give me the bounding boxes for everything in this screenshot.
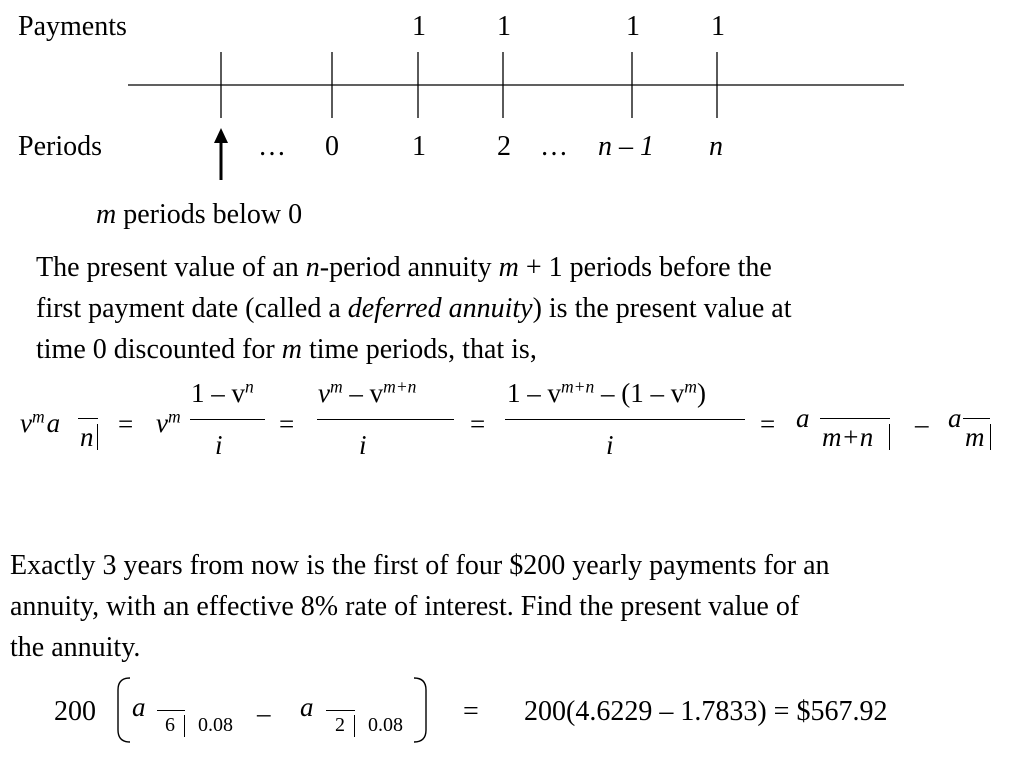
solution-sub-2: 2 (335, 714, 345, 736)
example-line-3: the annuity. (10, 632, 141, 663)
period-ellipsis-2: … (540, 131, 568, 162)
formula-vm: $v^m$ (156, 406, 181, 438)
equals-4: = (760, 409, 776, 439)
formula-a-mn: a (796, 403, 810, 433)
deferred-annuity-term: deferred annuity (347, 293, 533, 324)
angle-vbar-6 (184, 715, 185, 737)
angle-bar-6 (157, 710, 185, 711)
up-arrow-icon (214, 128, 228, 180)
angle-bar-mn (820, 418, 890, 419)
angle-bar-m (963, 418, 990, 419)
formula-sub-mn: m+n (822, 422, 874, 452)
formula-a-m: a (948, 403, 962, 433)
payments-label: Payments (18, 11, 127, 42)
fraction1-denominator: i (215, 430, 223, 460)
left-paren (118, 678, 130, 742)
explanation-line-2: first payment date (called a deferred annuity) is the present value at (36, 293, 792, 324)
example-line-2: annuity, with an effective 8% rate of interest. Find the present value of (10, 591, 800, 622)
fraction2-numerator: $v^m - v^{m+n}$ (318, 376, 417, 408)
solution-equals: = (463, 696, 479, 727)
fraction1-numerator: $1 - v^n$ (191, 376, 254, 408)
period-0: 0 (325, 131, 339, 162)
solution-sub-6: 6 (165, 714, 175, 736)
angle-vbar-2 (354, 715, 355, 737)
period-ellipsis-1: … (258, 131, 286, 162)
period-1: 1 (412, 131, 426, 162)
formula-minus: – (915, 409, 929, 439)
explanation-line-3: time 0 discounted for m time periods, that is, (36, 334, 537, 365)
formula-sub-m: m (965, 422, 985, 452)
payment-mark-4: 1 (711, 11, 725, 42)
solution-result: 200(4.6229 – 1.7833) = $567.92 (524, 696, 888, 727)
period-n: n (709, 131, 723, 162)
fraction2-line (317, 419, 454, 420)
periods-label: Periods (18, 131, 102, 162)
example-paragraph (10, 545, 830, 668)
fraction2-denominator: i (359, 430, 367, 460)
solution-rate-1: 0.08 (198, 714, 233, 736)
solution-a2: a (300, 692, 314, 722)
formula-lhs: $v^ma$ (20, 406, 61, 438)
equals-1: = (118, 409, 134, 439)
period-2: 2 (497, 131, 511, 162)
angle-vbar-m (990, 424, 991, 450)
timeline-axis (0, 0, 1024, 200)
fraction3-numerator: $1 - v^{m+n} - (1 - v^m)$ (507, 376, 706, 408)
solution-rate-2: 0.08 (368, 714, 403, 736)
fraction3-line (505, 419, 745, 420)
explanation-line-1: The present value of an n-period annuity m + 1 periods before the (36, 252, 772, 283)
example-line-1: Exactly 3 years from now is the first of four $200 yearly payments for an (10, 550, 830, 581)
solution-a1: a (132, 692, 146, 722)
period-n-minus-1: n – 1 (598, 131, 654, 162)
fraction3-denominator: i (606, 430, 614, 460)
solution-minus: – (257, 698, 271, 728)
angle-vbar-lhs (97, 424, 98, 450)
angle-bar-2 (326, 710, 355, 711)
payment-mark-1: 1 (412, 11, 426, 42)
payment-mark-3: 1 (626, 11, 640, 42)
solution-coefficient: 200 (54, 696, 96, 727)
fraction1-line (190, 419, 265, 420)
below-zero-caption: m periods below 0 (96, 199, 303, 230)
payment-mark-2: 1 (497, 11, 511, 42)
explanation-paragraph (36, 247, 791, 370)
equals-3: = (470, 409, 486, 439)
equals-2: = (279, 409, 295, 439)
formula-lhs-subscript: n (80, 422, 94, 452)
angle-vbar-mn (889, 424, 890, 450)
angle-bar-lhs (78, 418, 98, 419)
right-paren (414, 678, 426, 742)
